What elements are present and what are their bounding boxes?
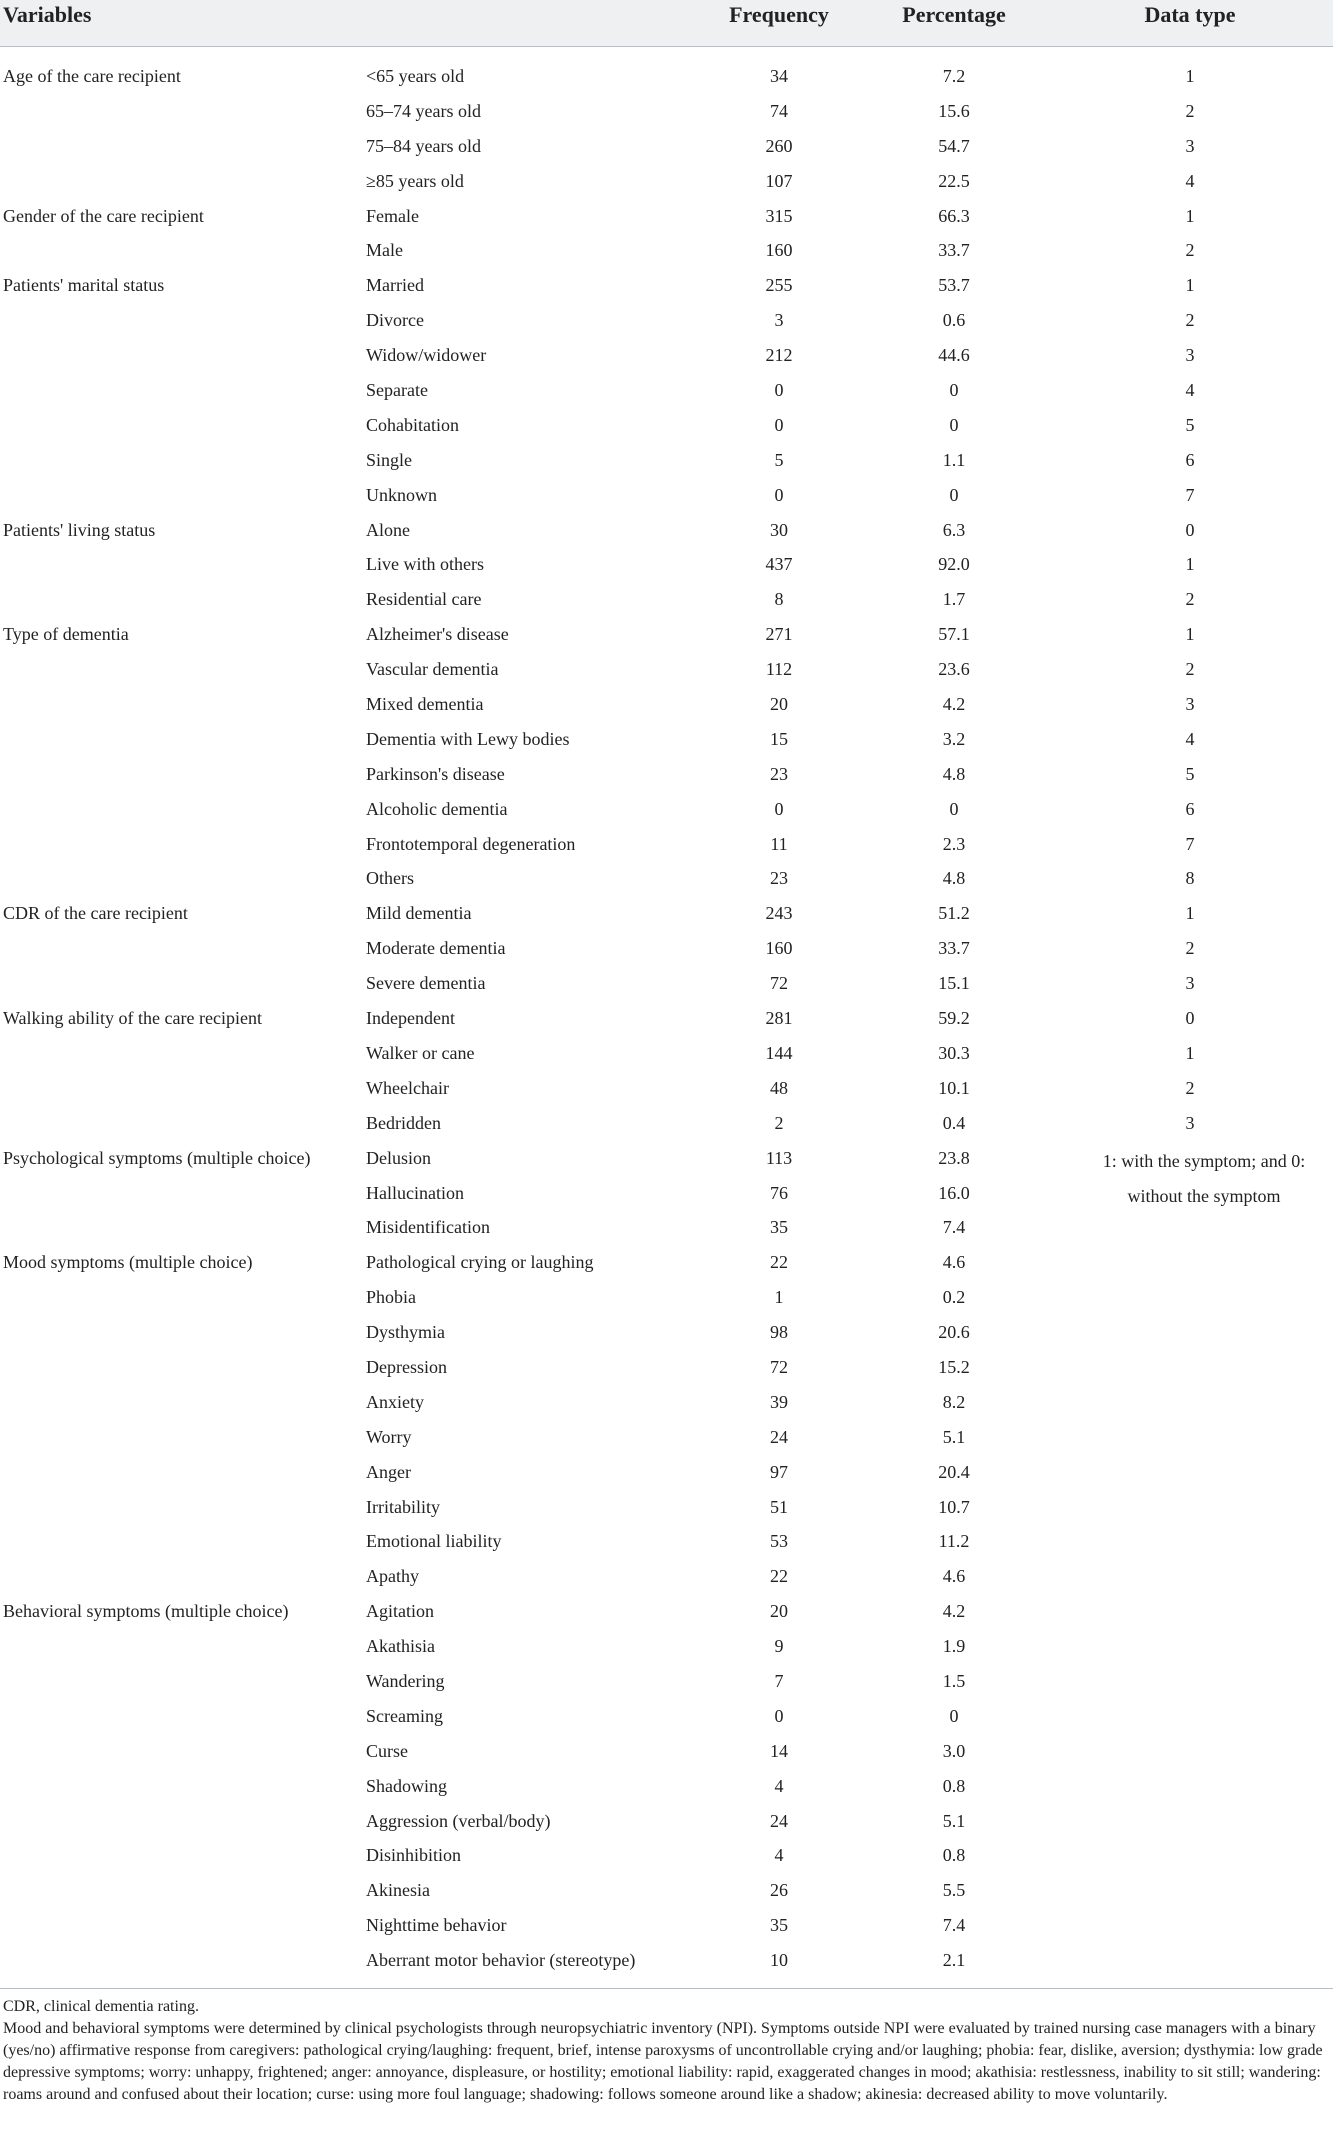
- cell-variable: Patients' living status: [3, 519, 156, 540]
- cell-frequency: 437: [765, 554, 793, 575]
- cell-frequency: 4: [774, 1845, 784, 1866]
- cell-percentage: 0: [949, 484, 959, 505]
- footnote-note: Mood and behavioral symptoms were determined by clinical psychologists through neuropsychiatric inventory (NPI). Symptoms outside NPI were evaluated by trained nursing case managers with a binary (yes/no) affirmative response from caregivers: pathological crying/laughing: frequent, brief, intense paroxysms of uncontrollable crying and/or laughing; phobia: fear, dislike, aversion; dysthymia: low grade depressive symptoms; worry: unhappy, frightened; anger: annoyance, displeasure, or hostility; emotional liability: rapid, exaggerated changes in mood; akathisia: restlessness, inability to sit still; wandering: roams around and confused about their location; curse: using more foul language; shadowing: follows someone around like a shadow; akinesia: decreased ability to move voluntarily.: [3, 2020, 1323, 2103]
- cell-frequency: 0: [774, 1705, 784, 1726]
- table-row: [0, 969, 1333, 1004]
- cell-data-type: 3: [1185, 694, 1195, 715]
- cell-category: Emotional liability: [366, 1531, 502, 1552]
- table-row: [0, 1841, 1333, 1876]
- cell-data-type: 7: [1185, 833, 1195, 854]
- table-row: [0, 376, 1333, 411]
- cell-category: Anxiety: [366, 1391, 424, 1412]
- cell-frequency: 160: [765, 240, 793, 261]
- table-row: [0, 1946, 1333, 1981]
- table-row: [0, 1423, 1333, 1458]
- table-row: [0, 1807, 1333, 1842]
- cell-data-type: 1: [1185, 903, 1195, 924]
- cell-frequency: 14: [770, 1740, 788, 1761]
- table-row: [0, 1772, 1333, 1807]
- cell-category: 75–84 years old: [366, 135, 481, 156]
- cell-category: Aggression (verbal/body): [366, 1810, 551, 1831]
- table-row: [0, 481, 1333, 516]
- cell-data-type: 7: [1185, 484, 1195, 505]
- cell-frequency: 0: [774, 484, 784, 505]
- cell-variable: Gender of the care recipient: [3, 205, 204, 226]
- table-row: [0, 341, 1333, 376]
- cell-category: Pathological crying or laughing: [366, 1252, 594, 1273]
- cell-frequency: 160: [765, 938, 793, 959]
- table-row: [0, 1004, 1333, 1039]
- cell-percentage: 0: [949, 414, 959, 435]
- cell-percentage: 20.4: [938, 1461, 970, 1482]
- cell-frequency: 0: [774, 798, 784, 819]
- cell-frequency: 4: [774, 1775, 784, 1796]
- table-row: [0, 236, 1333, 271]
- cell-variable: Psychological symptoms (multiple choice): [3, 1147, 311, 1168]
- table-row: [0, 620, 1333, 655]
- table-row: [0, 1074, 1333, 1109]
- cell-percentage: 16.0: [938, 1182, 970, 1203]
- cell-frequency: 107: [765, 170, 793, 191]
- cell-percentage: 57.1: [938, 624, 970, 645]
- cell-category: Married: [366, 275, 424, 296]
- cell-percentage: 7.4: [942, 1217, 966, 1238]
- cell-percentage: 66.3: [938, 205, 970, 226]
- cell-frequency: 260: [765, 135, 793, 156]
- cell-percentage: 8.2: [942, 1391, 966, 1412]
- cell-data-type: 2: [1185, 310, 1195, 331]
- cell-category: Mixed dementia: [366, 694, 484, 715]
- cell-category: Severe dementia: [366, 973, 486, 994]
- table-row: [0, 97, 1333, 132]
- cell-data-type: 2: [1185, 240, 1195, 261]
- cell-frequency: 281: [765, 1008, 793, 1029]
- table-row: [0, 690, 1333, 725]
- cell-percentage: 30.3: [938, 1042, 970, 1063]
- table-row: [0, 585, 1333, 620]
- cell-category: Agitation: [366, 1601, 434, 1622]
- cell-variable: Age of the care recipient: [3, 66, 181, 86]
- table-row: [0, 1667, 1333, 1702]
- table-row: [0, 864, 1333, 899]
- cell-percentage: 23.8: [938, 1147, 970, 1168]
- cell-percentage: 1.5: [942, 1670, 966, 1691]
- cell-category: Independent: [366, 1008, 455, 1029]
- header-percentage: Percentage: [902, 2, 1006, 27]
- cell-variable: Type of dementia: [3, 624, 129, 645]
- table-row: [0, 655, 1333, 690]
- cell-data-type: 6: [1185, 449, 1195, 470]
- cell-category: Others: [366, 868, 414, 889]
- cell-frequency: 22: [770, 1566, 788, 1587]
- table-row: [0, 1353, 1333, 1388]
- cell-category: Unknown: [366, 484, 437, 505]
- cell-percentage: 33.7: [938, 240, 970, 261]
- cell-category: Single: [366, 449, 413, 470]
- table-row: [0, 271, 1333, 306]
- cell-frequency: 243: [765, 903, 793, 924]
- table-row: [0, 1458, 1333, 1493]
- cell-category: Widow/widower: [366, 345, 487, 366]
- cell-percentage: 44.6: [938, 345, 970, 366]
- cell-frequency: 2: [774, 1112, 784, 1133]
- table-row: [0, 1597, 1333, 1632]
- cell-percentage: 5.1: [942, 1426, 966, 1447]
- cell-frequency: 0: [774, 414, 784, 435]
- cell-percentage: 1.9: [942, 1636, 966, 1657]
- cell-frequency: 212: [765, 345, 793, 366]
- table-row: [0, 1702, 1333, 1737]
- cell-percentage: 0.8: [942, 1775, 966, 1796]
- cell-frequency: 35: [770, 1915, 788, 1936]
- cell-frequency: 9: [774, 1636, 784, 1657]
- cell-frequency: 72: [770, 973, 788, 994]
- cell-category: Misidentification: [366, 1217, 490, 1238]
- cell-percentage: 7.2: [942, 66, 966, 86]
- cell-frequency: 24: [770, 1810, 788, 1831]
- cell-data-type: 3: [1185, 135, 1195, 156]
- cell-percentage: 15.2: [938, 1356, 970, 1377]
- table-row: [0, 1911, 1333, 1946]
- cell-category: Vascular dementia: [366, 659, 499, 680]
- cell-frequency: 8: [774, 589, 784, 610]
- cell-data-type: 1: with the symptom; and 0: without the symptom: [1102, 1150, 1306, 1206]
- cell-category: Disinhibition: [366, 1845, 462, 1866]
- cell-category: Bedridden: [366, 1112, 441, 1133]
- cell-percentage: 4.2: [942, 694, 966, 715]
- cell-frequency: 24: [770, 1426, 788, 1447]
- cell-percentage: 0: [949, 798, 959, 819]
- cell-data-type: 2: [1185, 589, 1195, 610]
- cell-percentage: 1.1: [942, 449, 966, 470]
- cell-data-type: 3: [1185, 345, 1195, 366]
- cell-data-type: 6: [1185, 798, 1195, 819]
- cell-category: Mild dementia: [366, 903, 472, 924]
- cell-category: Alone: [366, 519, 410, 540]
- cell-data-type: 4: [1185, 170, 1195, 191]
- table-row: [0, 306, 1333, 341]
- cell-data-type: 5: [1185, 763, 1195, 784]
- cell-data-type: 5: [1185, 414, 1195, 435]
- cell-frequency: 112: [765, 659, 793, 680]
- cell-frequency: 0: [774, 380, 784, 401]
- cell-frequency: 53: [770, 1531, 788, 1552]
- table-row: [0, 1493, 1333, 1528]
- cell-category: Akinesia: [366, 1880, 430, 1901]
- cell-data-type: 4: [1185, 380, 1195, 401]
- cell-percentage: 11.2: [938, 1531, 970, 1552]
- cell-frequency: 76: [770, 1182, 788, 1203]
- cell-frequency: 7: [774, 1670, 784, 1691]
- cell-category: Separate: [366, 380, 428, 401]
- cell-frequency: 30: [770, 519, 788, 540]
- cell-frequency: 35: [770, 1217, 788, 1238]
- table-row: [0, 1632, 1333, 1667]
- table-row: [0, 830, 1333, 865]
- cell-percentage: 4.6: [942, 1252, 966, 1273]
- table-row: [0, 1876, 1333, 1911]
- cell-percentage: 6.3: [942, 519, 966, 540]
- cell-category: Akathisia: [366, 1636, 435, 1657]
- cell-category: Aberrant motor behavior (stereotype): [366, 1950, 636, 1971]
- cell-frequency: 48: [770, 1077, 788, 1098]
- cell-percentage: 22.5: [938, 170, 970, 191]
- cell-percentage: 2.1: [942, 1950, 966, 1971]
- cell-frequency: 74: [770, 100, 788, 121]
- cell-category: Dysthymia: [366, 1322, 445, 1343]
- cell-frequency: 20: [770, 694, 788, 715]
- cell-percentage: 15.1: [938, 973, 970, 994]
- cell-frequency: 98: [770, 1322, 788, 1343]
- cell-percentage: 53.7: [938, 275, 970, 296]
- cell-percentage: 10.1: [938, 1077, 970, 1098]
- cell-category: Male: [366, 240, 403, 261]
- cell-data-type: 1: [1185, 554, 1195, 575]
- cell-frequency: 15: [770, 728, 788, 749]
- cell-category: Moderate dementia: [366, 938, 506, 959]
- cell-data-type: 8: [1185, 868, 1195, 889]
- table-row: [0, 795, 1333, 830]
- table-body: [0, 62, 1333, 1981]
- cell-percentage: 0.2: [942, 1287, 966, 1308]
- cell-frequency: 97: [770, 1461, 788, 1482]
- cell-category: 65–74 years old: [366, 100, 481, 121]
- table-row: [0, 1109, 1333, 1144]
- cell-percentage: 5.5: [942, 1880, 966, 1901]
- table-row: [0, 899, 1333, 934]
- table-row: [0, 1527, 1333, 1562]
- cell-percentage: 15.6: [938, 100, 970, 121]
- cell-category: Apathy: [366, 1566, 419, 1587]
- cell-data-type: 1: [1185, 275, 1195, 296]
- cell-data-type: 1: [1185, 66, 1195, 86]
- cell-frequency: 255: [765, 275, 793, 296]
- table-row: [0, 1213, 1333, 1248]
- table-row: [0, 446, 1333, 481]
- table-row: [0, 167, 1333, 202]
- cell-percentage: 7.4: [942, 1915, 966, 1936]
- table-header: [0, 0, 1333, 47]
- cell-percentage: 92.0: [938, 554, 970, 575]
- cell-category: Hallucination: [366, 1182, 464, 1203]
- cell-category: Curse: [366, 1740, 408, 1761]
- cell-frequency: 22: [770, 1252, 788, 1273]
- cell-variable: CDR of the care recipient: [3, 903, 188, 924]
- cell-percentage: 33.7: [938, 938, 970, 959]
- cell-frequency: 23: [770, 868, 788, 889]
- cell-category: Anger: [366, 1461, 411, 1482]
- table-row: [0, 1283, 1333, 1318]
- table-row: [0, 934, 1333, 969]
- cell-frequency: 144: [765, 1042, 793, 1063]
- cell-category: Nighttime behavior: [366, 1915, 507, 1936]
- cell-percentage: 51.2: [938, 903, 970, 924]
- table-row: [0, 1318, 1333, 1353]
- cell-percentage: 59.2: [938, 1008, 970, 1029]
- cell-data-type: 4: [1185, 728, 1195, 749]
- cell-data-type: 2: [1185, 659, 1195, 680]
- footnote-abbreviation: CDR, clinical dementia rating.: [3, 1998, 199, 2015]
- cell-percentage: 4.6: [942, 1566, 966, 1587]
- cell-percentage: 5.1: [942, 1810, 966, 1831]
- cell-data-type: 0: [1185, 519, 1195, 540]
- table-row: [0, 760, 1333, 795]
- cell-frequency: 113: [765, 1147, 793, 1168]
- cell-frequency: 23: [770, 763, 788, 784]
- cell-category: Shadowing: [366, 1775, 447, 1796]
- table-row: [0, 1039, 1333, 1074]
- cell-percentage: 1.7: [942, 589, 966, 610]
- cell-category: Dementia with Lewy bodies: [366, 728, 570, 749]
- header-data-type: Data type: [1144, 2, 1236, 27]
- cell-category: Residential care: [366, 589, 482, 610]
- cell-percentage: 0.4: [942, 1112, 966, 1133]
- cell-data-type: 3: [1185, 973, 1195, 994]
- cell-variable: Behavioral symptoms (multiple choice): [3, 1601, 289, 1622]
- cell-variable: Patients' marital status: [3, 275, 165, 296]
- table-bottom-rule: [0, 1988, 1333, 1989]
- cell-category: Female: [366, 205, 419, 226]
- cell-frequency: 39: [770, 1391, 788, 1412]
- header-frequency: Frequency: [729, 2, 829, 27]
- cell-variable: Walking ability of the care recipient: [3, 1008, 262, 1029]
- cell-category: Walker or cane: [366, 1042, 475, 1063]
- cell-data-type: 1: [1185, 205, 1195, 226]
- table-row: [0, 62, 1333, 97]
- cell-category: Alcoholic dementia: [366, 798, 508, 819]
- cell-data-type: 2: [1185, 1077, 1195, 1098]
- cell-category: Cohabitation: [366, 414, 459, 435]
- cell-frequency: 51: [770, 1496, 788, 1517]
- cell-percentage: 20.6: [938, 1322, 970, 1343]
- cell-percentage: 3.0: [942, 1740, 966, 1761]
- cell-frequency: 5: [774, 449, 784, 470]
- cell-data-type: 1: [1185, 1042, 1195, 1063]
- table-row: [0, 1248, 1333, 1283]
- cell-category: Divorce: [366, 310, 424, 331]
- cell-category: Parkinson's disease: [366, 763, 505, 784]
- cell-frequency: 271: [765, 624, 793, 645]
- table-row: [0, 1179, 1333, 1214]
- cell-percentage: 23.6: [938, 659, 970, 680]
- cell-category: Screaming: [366, 1705, 443, 1726]
- cell-frequency: 11: [770, 833, 788, 854]
- cell-frequency: 10: [770, 1950, 788, 1971]
- cell-category: Alzheimer's disease: [366, 624, 509, 645]
- cell-percentage: 0: [949, 380, 959, 401]
- table-row: [0, 1562, 1333, 1597]
- cell-category: Wheelchair: [366, 1077, 449, 1098]
- cell-data-type: 2: [1185, 100, 1195, 121]
- cell-category: Live with others: [366, 554, 484, 575]
- cell-percentage: 0.6: [942, 310, 966, 331]
- cell-data-type: 2: [1185, 938, 1195, 959]
- table-row: [0, 411, 1333, 446]
- table-row: [0, 1388, 1333, 1423]
- cell-percentage: 10.7: [938, 1496, 970, 1517]
- cell-percentage: 0.8: [942, 1845, 966, 1866]
- cell-category: Wandering: [366, 1670, 445, 1691]
- cell-category: Frontotemporal degeneration: [366, 833, 576, 854]
- cell-category: Phobia: [366, 1287, 417, 1308]
- cell-frequency: 34: [770, 66, 788, 86]
- cell-percentage: 0: [949, 1705, 959, 1726]
- table-row: [0, 516, 1333, 551]
- cell-data-type: 0: [1185, 1008, 1195, 1029]
- cell-frequency: 72: [770, 1356, 788, 1377]
- cell-percentage: 2.3: [942, 833, 966, 854]
- cell-category: Delusion: [366, 1147, 431, 1168]
- cell-percentage: 4.2: [942, 1601, 966, 1622]
- cell-category: Worry: [366, 1426, 412, 1447]
- table-row: [0, 132, 1333, 167]
- cell-frequency: 3: [774, 310, 784, 331]
- cell-percentage: 3.2: [942, 728, 966, 749]
- cell-variable: Mood symptoms (multiple choice): [3, 1252, 253, 1273]
- table-row: [0, 1737, 1333, 1772]
- cell-percentage: 4.8: [942, 763, 966, 784]
- cell-category: Irritability: [366, 1496, 440, 1517]
- cell-percentage: 4.8: [942, 868, 966, 889]
- cell-frequency: 20: [770, 1601, 788, 1622]
- header-variables: Variables: [3, 2, 92, 27]
- cell-category: <65 years old: [366, 66, 465, 86]
- cell-percentage: 54.7: [938, 135, 970, 156]
- cell-data-type: 1: [1185, 624, 1195, 645]
- table-row: [0, 550, 1333, 585]
- cell-frequency: 315: [765, 205, 793, 226]
- cell-frequency: 26: [770, 1880, 788, 1901]
- cell-category: ≥85 years old: [366, 170, 464, 191]
- cell-data-type: 3: [1185, 1112, 1195, 1133]
- cell-frequency: 1: [774, 1287, 784, 1308]
- cell-category: Depression: [366, 1356, 447, 1377]
- table-row: [0, 725, 1333, 760]
- table-footnotes: [3, 1996, 1328, 2106]
- table-row: [0, 202, 1333, 237]
